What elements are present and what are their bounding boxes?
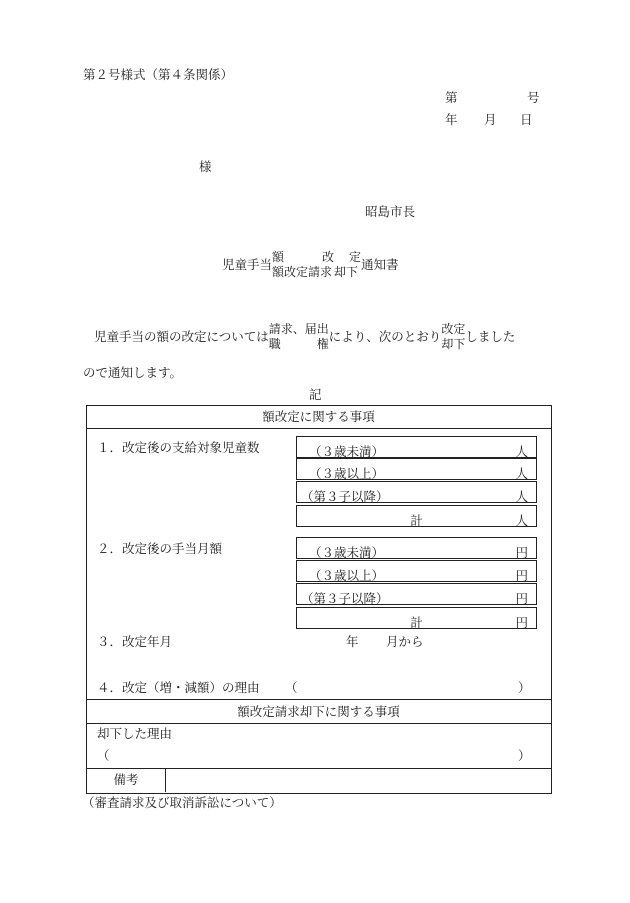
section1-header: 額改定に関する事項 (262, 409, 375, 424)
body-stack-2 (305, 322, 329, 352)
rejection-open-paren: （ (97, 748, 110, 763)
title-stack-3-top: 定 (349, 250, 362, 264)
body-part-2: により、次のとおり (328, 328, 442, 344)
form-number: 第２号様式（第４条関係） (83, 67, 234, 82)
item2-row-under3-label: （３歳未満） (309, 545, 385, 560)
rejection-label: 却下した理由 (97, 726, 173, 741)
issuer: 昭島市長 (365, 204, 416, 219)
item4-close-paren: ） (518, 680, 531, 695)
title-stack-3-bottom: 却下 (334, 265, 359, 279)
body-stack-1-top: 請求、 (268, 322, 305, 336)
section2-top-divider (86, 699, 551, 700)
body-line-1 (94, 322, 515, 352)
body-stack-2-top: 届出 (304, 322, 329, 336)
item2-label: ２．改定後の手当月額 (97, 541, 223, 556)
section1-divider (86, 428, 551, 429)
remarks-divider (86, 768, 551, 769)
item1-row-under3 (296, 436, 537, 458)
item3-label: ３．改定年月 (97, 634, 173, 649)
item2-row-over3-label: （３歳以上） (309, 568, 385, 583)
section2-divider (86, 723, 551, 724)
title-stack-1 (272, 250, 308, 280)
body-stack-1-bottom: 職 (268, 337, 281, 351)
addressee-suffix: 様 (199, 159, 212, 174)
item1-row-over3-unit: 人 (515, 466, 528, 481)
date-month: 月 (484, 112, 497, 127)
item1-row-third-child (296, 481, 537, 503)
title-stack-1-top: 額 (272, 250, 285, 264)
remarks-label: 備考 (113, 772, 139, 787)
body-stack-1 (269, 322, 305, 352)
ki-marker: 記 (309, 387, 322, 402)
number-prefix: 第 (445, 90, 458, 105)
date-day: 日 (520, 112, 533, 127)
item1-row-over3 (296, 458, 537, 480)
item3-month-from: 月から (386, 634, 424, 649)
item2-row-total (296, 607, 537, 629)
body-stack-2-bottom: 権 (316, 337, 329, 351)
number-suffix: 号 (527, 90, 540, 105)
item2-row-third-child-unit: 円 (515, 591, 528, 606)
item3-year: 年 (346, 634, 359, 649)
item2-row-over3 (296, 560, 537, 582)
title-stack-2-bottom: 請求 (308, 265, 333, 279)
footer-note: （審査請求及び取消訴訟について） (82, 795, 282, 810)
title-suffix: 通知書 (361, 256, 399, 272)
item2-total-label: 計 (410, 615, 423, 630)
item1-total-unit: 人 (515, 513, 528, 528)
item2-row-over3-unit: 円 (515, 568, 528, 583)
body-line-2: ので通知します。 (83, 365, 183, 380)
title-stack-2 (308, 250, 334, 280)
item2-row-under3 (296, 537, 537, 559)
item1-row-under3-unit: 人 (515, 444, 528, 459)
rejection-close-paren: ） (518, 748, 531, 763)
item2-row-under3-unit: 円 (515, 545, 528, 560)
item2-row-third-child-label: （第３子以降） (301, 591, 389, 606)
title-prefix: 児童手当 (222, 256, 273, 272)
body-part-1: 児童手当の額の改定については (94, 328, 269, 344)
document-title (222, 250, 399, 280)
item1-row-third-child-unit: 人 (515, 489, 528, 504)
title-stack-1-bottom: 額改定 (272, 265, 309, 279)
item1-total-label: 計 (410, 513, 423, 528)
item1-row-third-child-label: （第３子以降） (301, 489, 389, 504)
item1-row-under3-label: （３歳未満） (309, 444, 385, 459)
item2-row-third-child (296, 583, 537, 605)
title-stack-3 (334, 250, 361, 280)
item1-row-total (296, 505, 537, 527)
section2-header: 額改定請求却下に関する事項 (237, 704, 400, 719)
body-stack-3-top: 改定 (441, 322, 466, 336)
item2-total-unit: 円 (515, 615, 528, 630)
item4-open-paren: （ (285, 680, 298, 695)
body-stack-3-bottom: 却下 (441, 337, 466, 351)
item1-label: １．改定後の支給対象児童数 (97, 440, 260, 455)
item1-row-over3-label: （３歳以上） (309, 466, 385, 481)
title-stack-2-top: 改 (322, 250, 335, 264)
item4-label: ４．改定（増・減額）の理由 (97, 680, 260, 695)
body-part-3: しました (465, 328, 516, 344)
body-stack-3 (441, 322, 465, 352)
date-year: 年 (445, 112, 458, 127)
